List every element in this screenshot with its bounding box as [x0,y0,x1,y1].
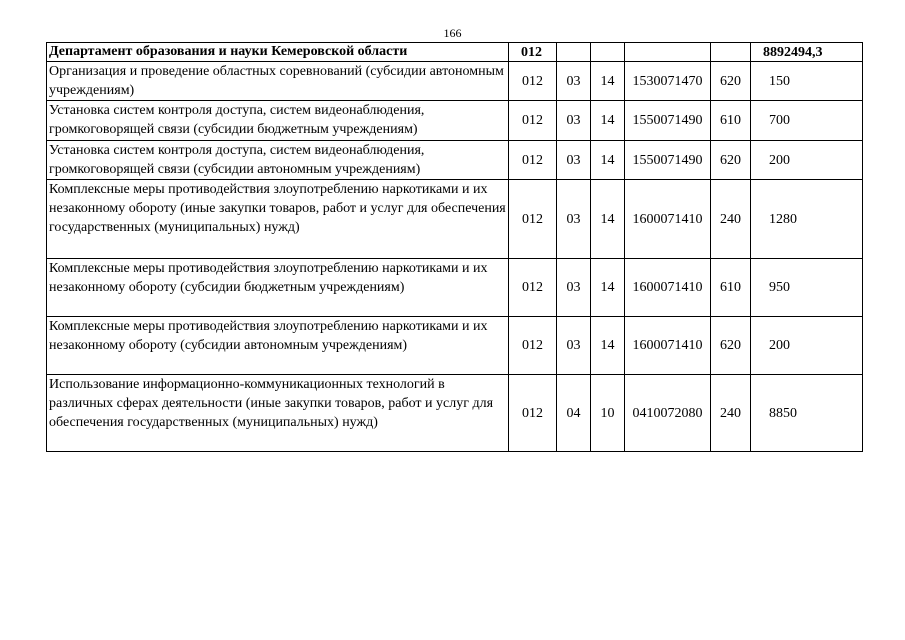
row-amount: 200 [751,141,863,180]
row-target: 1600071410 [625,317,711,375]
table-row [47,317,863,375]
row-target: 1600071410 [625,180,711,259]
department-name: Департамент образования и науки Кемеровской области [47,43,509,62]
row-type: 610 [711,101,751,141]
row-amount: 700 [751,101,863,141]
row-amount: 150 [751,62,863,101]
row-code: 012 [509,62,557,101]
row-target: 1530071470 [625,62,711,101]
row-code: 012 [509,375,557,452]
row-target: 0410072080 [625,375,711,452]
table-row [47,101,863,141]
row-subsection: 14 [591,62,625,101]
row-type: 620 [711,141,751,180]
row-name: Установка систем контроля доступа, систем видеонаблюдения, громкоговорящей связи (субсидии автономным учреждениям) [47,141,509,180]
row-section: 03 [557,101,591,141]
row-type: 620 [711,317,751,375]
row-subsection: 14 [591,141,625,180]
row-section: 03 [557,180,591,259]
table-row [47,375,863,452]
department-amount: 8892494,3 [751,43,863,62]
row-name: Использование информационно-коммуникационных технологий в различных сферах деятельности (иные закупки товаров, работ и услуг для обеспечения государственных (муниципальных) нужд) [47,375,509,452]
budget-table [46,42,863,452]
row-subsection: 10 [591,375,625,452]
row-target: 1550071490 [625,101,711,141]
table-row [47,62,863,101]
row-subsection: 14 [591,317,625,375]
department-type [711,43,751,62]
row-name: Организация и проведение областных соревнований (субсидии автономным учреждениям) [47,62,509,101]
row-section: 03 [557,317,591,375]
row-section: 03 [557,259,591,317]
table-row [47,180,863,259]
row-section: 04 [557,375,591,452]
row-name: Комплексные меры противодействия злоупотреблению наркотиками и их незаконному обороту (иные закупки товаров, работ и услуг для обеспечения государственных (муниципальных) нужд) [47,180,509,259]
row-type: 240 [711,375,751,452]
row-name: Комплексные меры противодействия злоупотреблению наркотиками и их незаконному обороту (субсидии автономным учреждениям) [47,317,509,375]
department-row [47,43,863,62]
row-code: 012 [509,141,557,180]
department-code: 012 [509,43,557,62]
row-amount: 200 [751,317,863,375]
row-code: 012 [509,101,557,141]
row-type: 610 [711,259,751,317]
table-row [47,259,863,317]
row-amount: 1280 [751,180,863,259]
row-section: 03 [557,62,591,101]
row-subsection: 14 [591,180,625,259]
row-code: 012 [509,317,557,375]
department-subsection [591,43,625,62]
row-amount: 8850 [751,375,863,452]
row-subsection: 14 [591,101,625,141]
row-target: 1600071410 [625,259,711,317]
department-target [625,43,711,62]
row-type: 240 [711,180,751,259]
row-amount: 950 [751,259,863,317]
row-name: Установка систем контроля доступа, систем видеонаблюдения, громкоговорящей связи (субсидии бюджетным учреждениям) [47,101,509,141]
row-subsection: 14 [591,259,625,317]
row-section: 03 [557,141,591,180]
row-type: 620 [711,62,751,101]
row-name: Комплексные меры противодействия злоупотреблению наркотиками и их незаконному обороту (субсидии бюджетным учреждениям) [47,259,509,317]
department-section [557,43,591,62]
row-code: 012 [509,180,557,259]
table-row [47,141,863,180]
row-target: 1550071490 [625,141,711,180]
row-code: 012 [509,259,557,317]
page-number: 166 [443,26,462,40]
